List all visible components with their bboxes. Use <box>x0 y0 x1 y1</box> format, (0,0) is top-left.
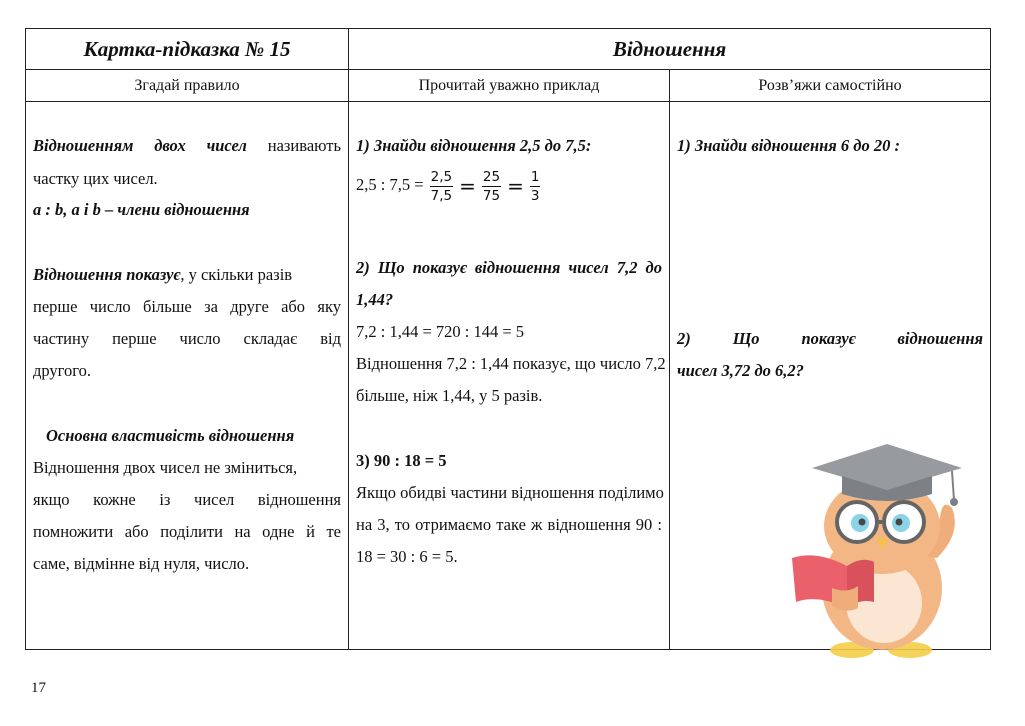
rule-shows-term: Відношення показує <box>33 265 181 284</box>
rule-definition-line-1 <box>33 135 341 157</box>
rule-cell <box>26 102 349 650</box>
example-1-title: 1) Знайди відношення 2,5 до 7,5: <box>356 136 592 155</box>
fraction-2-5-over-7-5: $\frac{2,5}{7,5}$ <box>430 168 453 204</box>
equals-sign: = <box>507 174 524 199</box>
page-number: 17 <box>31 680 46 696</box>
column-header-task: Розв’яжи самостійно <box>670 70 991 102</box>
rule-shows-text: , у скільки разів <box>180 265 293 284</box>
fraction-25-over-75: $\frac{25}{75}$ <box>482 168 501 204</box>
rule-property-title: Основна властивість відношення <box>46 426 295 445</box>
rule-shows-line-2: перше число більше за друге або яку <box>33 297 341 316</box>
rule-property-line-3: помножити або поділити на одне й те <box>33 522 341 541</box>
task-1: 1) Знайди відношення 6 до 20 : <box>677 136 900 155</box>
example-1-lhs: 2,5 : 7,5 = <box>356 175 424 194</box>
example-3-text-line-2: на 3, то отримаємо таке ж відношення 90 : <box>356 515 662 534</box>
rule-definition-line-2: частку цих чисел. <box>33 169 158 188</box>
rule-property-line-2: якщо кожне із чисел відношення <box>33 490 341 509</box>
task-2-line-2: чисел 3,72 до 6,2? <box>677 361 804 380</box>
card-title: Картка-підказка № 15 <box>26 29 349 70</box>
example-2-title-line-2: 1,44? <box>356 290 394 309</box>
rule-definition-term: Відношенням двох чисел <box>33 136 247 155</box>
fraction-1-over-3: $\frac{1}{3}$ <box>530 168 540 204</box>
rule-definition-text: називають <box>267 136 341 155</box>
rule-shows-line-3: частину перше число складає від <box>33 329 341 348</box>
column-headers-row <box>26 70 991 102</box>
column-header-example: Прочитай уважно приклад <box>349 70 670 102</box>
example-2-title-line-1: 2) Що показує відношення чисел 7,2 до <box>356 258 662 277</box>
rule-shows-line-1 <box>33 264 341 286</box>
rule-shows-line-4: другого. <box>33 361 92 380</box>
rule-property-line-4: саме, відмінне від нуля, число. <box>33 554 250 573</box>
example-2-text-line-2: більше, ніж 1,44, у 5 разів. <box>356 386 543 405</box>
equals-sign: = <box>459 174 476 199</box>
example-cell <box>349 102 670 650</box>
card-header-row <box>26 29 991 70</box>
example-3-text-line-3: 18 = 30 : 6 = 5. <box>356 547 458 566</box>
example-2-text-line-1: Відношення 7,2 : 1,44 показує, що число 7,2 <box>356 354 666 373</box>
example-3-title: 3) 90 : 18 = 5 <box>356 451 447 470</box>
card-topic: Відношення <box>349 29 991 70</box>
example-3-text-line-1: Якщо обидві частини відношення поділимо <box>356 483 664 502</box>
owl-with-graduation-cap-reading-book-icon <box>792 438 982 668</box>
column-header-rule: Згадай правило <box>26 70 349 102</box>
example-2-calculation: 7,2 : 1,44 = 720 : 144 = 5 <box>356 322 525 341</box>
example-1-solution <box>356 166 662 205</box>
task-2-line-1: 2) Що показує відношення <box>677 329 983 348</box>
rule-notation: a : b, a і b – члени відношення <box>33 200 250 219</box>
rule-property-line-1: Відношення двох чисел не зміниться, <box>33 458 298 477</box>
